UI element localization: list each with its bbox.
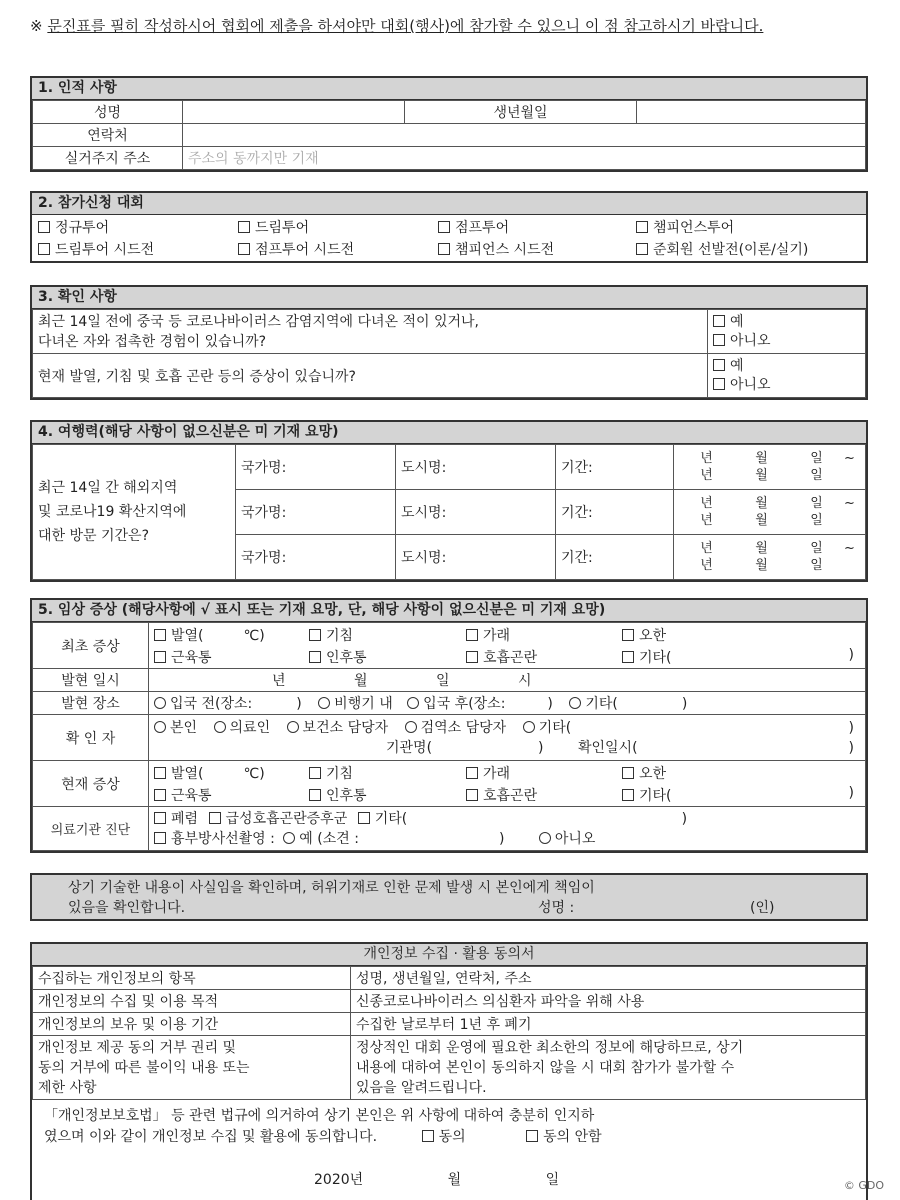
chill-option[interactable]: 오한 (622, 625, 860, 645)
checkbox[interactable] (358, 812, 370, 824)
confirmation-text-2: 있음을 확인합니다. (68, 900, 186, 916)
yes-option[interactable]: 예 (713, 357, 860, 376)
section-check (30, 285, 868, 400)
checkbox[interactable] (309, 651, 321, 663)
option-jump-seed[interactable]: 점프투어 시드전 (238, 239, 438, 259)
checkbox[interactable] (438, 243, 450, 255)
pneumonia-option[interactable]: 폐렴 (154, 811, 198, 827)
country-field[interactable]: 국가명: (236, 535, 396, 580)
fever-option[interactable]: 발열( ℃) (154, 763, 309, 783)
confirmer-health-option[interactable]: 보건소 담당자 (287, 720, 389, 736)
notice-text: 문진표를 필히 작성하시어 협회에 제출을 하셔야만 대회(행사)에 참가할 수 있으니 이 점 참고하시기 바랍니다. (47, 17, 764, 35)
checkbox[interactable] (238, 243, 250, 255)
watermark: © GDO (843, 1179, 884, 1192)
fever-option[interactable]: 발열( ℃) (154, 625, 309, 645)
checkbox[interactable] (38, 243, 50, 255)
section-tournament (30, 191, 868, 263)
period-field[interactable]: 년 월 일 ~ 년 월 일 (674, 490, 866, 535)
radio[interactable] (154, 721, 166, 733)
contact-field[interactable] (183, 124, 866, 147)
notice (30, 14, 870, 38)
question-travel: 최근 14일 전에 중국 등 코로나바이러스 감염지역에 다녀온 적이 있거나, 다녀온 자와 접촉한 경험이 있습니까? (33, 310, 708, 354)
confirmer-medic-option[interactable]: 의료인 (214, 720, 271, 736)
period-label: 기간: (556, 490, 674, 535)
checkbox[interactable] (636, 221, 648, 233)
xray-yes-option[interactable]: 예 (소견 : ) (283, 831, 504, 847)
option-champions-seed[interactable]: 챔피언스 시드전 (438, 239, 636, 259)
section-travel (30, 420, 868, 582)
option-champions-tour[interactable]: 챔피언스투어 (636, 217, 860, 237)
radio[interactable] (539, 832, 551, 844)
radio[interactable] (523, 721, 535, 733)
checkbox[interactable] (422, 1130, 434, 1142)
phlegm-option[interactable]: 가래 (466, 763, 622, 783)
privacy-row-value: 수집한 날로부터 1년 후 폐기 (351, 1013, 866, 1036)
option-jump-tour[interactable]: 점프투어 (438, 217, 636, 237)
signature-label: 성명 : (538, 900, 575, 916)
checkbox[interactable] (622, 789, 634, 801)
other-option[interactable]: 기타( ) (622, 647, 860, 667)
privacy-row-label: 수집하는 개인정보의 항목 (33, 967, 351, 990)
xray-option[interactable]: 흉부방사선촬영 : (154, 831, 275, 847)
confirmer-other-option[interactable]: 기타( (523, 720, 572, 736)
city-field[interactable]: 도시명: (396, 490, 556, 535)
checkbox[interactable] (622, 767, 634, 779)
tournament-options (32, 215, 866, 261)
first-symptom-options (149, 623, 866, 669)
checkbox[interactable] (713, 334, 725, 346)
diagnosis-options: 폐렴 급성호흡곤란증후군 기타( ) 흉부방사선촬영 : 예 (소견 : ) 아니오 (149, 807, 866, 851)
privacy-title: 개인정보 수집 · 활용 동의서 (32, 944, 866, 966)
checkbox[interactable] (154, 789, 166, 801)
radio[interactable] (283, 832, 295, 844)
checkbox[interactable] (154, 629, 166, 641)
privacy-row-value: 신종코로나바이러스 의심환자 파악을 위해 사용 (351, 990, 866, 1013)
agree-option[interactable]: 동의 (422, 1129, 466, 1145)
address-field[interactable]: 주소의 동까지만 기재 (183, 147, 866, 170)
answer-symptom (708, 354, 866, 398)
place-options (149, 692, 866, 715)
place-label: 발현 장소 (33, 692, 149, 715)
section-title: 4. 여행력(해당 사항이 없으신분은 미 기재 요망) (32, 422, 866, 444)
checkbox[interactable] (526, 1130, 538, 1142)
privacy-row-value: 성명, 생년월일, 연락처, 주소 (351, 967, 866, 990)
checkbox[interactable] (622, 651, 634, 663)
checkbox[interactable] (154, 767, 166, 779)
period-label: 기간: (556, 445, 674, 490)
question-symptom: 현재 발열, 기침 및 호흡 곤란 등의 증상이 있습니까? (33, 354, 708, 398)
onset-label: 발현 일시 (33, 669, 149, 692)
period-label: 기간: (556, 535, 674, 580)
checkbox[interactable] (466, 767, 478, 779)
privacy-row-label: 개인정보의 보유 및 이용 기간 (33, 1013, 351, 1036)
confirmer-options: 본인 의료인 보건소 담당자 검역소 담당자 기타( ) 기관명( ) 확인일시( ) (149, 715, 866, 761)
ards-option[interactable]: 급성호흡곤란증후군 (209, 811, 348, 827)
phlegm-option[interactable]: 가래 (466, 625, 622, 645)
checkbox[interactable] (38, 221, 50, 233)
place-after-option[interactable]: 입국 후(장소: ) (407, 696, 553, 712)
section-title: 2. 참가신청 대회 (32, 193, 866, 215)
xray-no-option[interactable]: 아니오 (539, 831, 596, 847)
checkbox[interactable] (309, 767, 321, 779)
option-associate-selection[interactable]: 준회원 선발전(이론/실기) (636, 239, 860, 259)
muscle-option[interactable]: 근육통 (154, 785, 309, 805)
current-symptom-label: 현재 증상 (33, 761, 149, 807)
place-other-option[interactable]: 기타( ) (569, 696, 687, 712)
checkbox[interactable] (309, 789, 321, 801)
checkbox[interactable] (713, 378, 725, 390)
place-before-option[interactable]: 입국 전(장소: ) (154, 696, 302, 712)
period-field[interactable]: 년 월 일 ~ 년 월 일 (674, 535, 866, 580)
checkbox[interactable] (713, 359, 725, 371)
section-title: 1. 인적 사항 (32, 78, 866, 100)
notice-mark: ※ (30, 17, 43, 35)
other-option[interactable]: 기타( ) (622, 785, 860, 805)
checkbox[interactable] (438, 221, 450, 233)
no-option[interactable]: 아니오 (713, 332, 860, 351)
checkbox[interactable] (238, 221, 250, 233)
onset-field[interactable]: 년 월 일 시 (149, 669, 866, 692)
checkbox[interactable] (209, 812, 221, 824)
refusal-value: 정상적인 대회 운영에 필요한 최소한의 정보에 해당하므로, 상기 내용에 대하여 본인이 동의하지 않을 시 대회 참가가 불가할 수 있음을 알려드립니다. (351, 1036, 866, 1100)
country-field[interactable]: 국가명: (236, 445, 396, 490)
current-symptom-options (149, 761, 866, 807)
cough-option[interactable]: 기침 (309, 625, 466, 645)
city-field[interactable]: 도시명: (396, 445, 556, 490)
confirmer-self-option[interactable]: 본인 (154, 720, 197, 736)
first-symptom-label: 최초 증상 (33, 623, 149, 669)
confirmation-box (30, 873, 868, 921)
option-dream-seed[interactable]: 드림투어 시드전 (38, 239, 238, 259)
no-option[interactable]: 아니오 (713, 376, 860, 395)
refusal-label: 개인정보 제공 동의 거부 권리 및 동의 거부에 따른 불이익 내용 또는 제한 사항 (33, 1036, 351, 1100)
checkbox[interactable] (636, 243, 648, 255)
radio[interactable] (405, 721, 417, 733)
cough-option[interactable]: 기침 (309, 763, 466, 783)
checkbox[interactable] (466, 789, 478, 801)
section-title: 5. 임상 증상 (해당사항에 √ 표시 또는 기재 요망, 단, 해당 사항이 없으신분은 미 기재 요망) (32, 600, 866, 622)
contact-label: 연락처 (33, 124, 183, 147)
radio[interactable] (569, 697, 581, 709)
checkbox[interactable] (154, 651, 166, 663)
section-title: 3. 확인 사항 (32, 287, 866, 309)
disagree-option[interactable]: 동의 안함 (526, 1129, 602, 1145)
throat-option[interactable]: 인후통 (309, 647, 466, 667)
breath-option[interactable]: 호흡곤란 (466, 647, 622, 667)
radio[interactable] (407, 697, 419, 709)
city-field[interactable]: 도시명: (396, 535, 556, 580)
breath-option[interactable]: 호흡곤란 (466, 785, 622, 805)
section-personal (30, 76, 868, 172)
birth-field[interactable] (637, 101, 866, 124)
diagnosis-label: 의료기관 진단 (33, 807, 149, 851)
checkbox[interactable] (154, 812, 166, 824)
section-symptoms (30, 598, 868, 853)
consent-statement: 「개인정보보호법」 등 관련 법규에 의거하여 상기 본인은 위 사항에 대하여 충분히 인지하 였으며 이와 같이 개인정보 수집 및 활용에 동의합니다. 동의 동의 안함 2020년 월 일 (32, 1100, 866, 1197)
place-plane-option[interactable]: 비행기 내 (318, 696, 393, 712)
checkbox[interactable] (466, 651, 478, 663)
radio[interactable] (287, 721, 299, 733)
diag-other-option[interactable]: 기타( (358, 811, 408, 827)
radio[interactable] (154, 697, 166, 709)
radio[interactable] (318, 697, 330, 709)
confirmation-text: 상기 기술한 내용이 사실임을 확인하며, 허위기재로 인한 문제 발생 시 본인에게 책임이 (68, 880, 595, 896)
checkbox[interactable] (309, 629, 321, 641)
address-label: 실거주지 주소 (33, 147, 183, 170)
answer-travel (708, 310, 866, 354)
muscle-option[interactable]: 근육통 (154, 647, 309, 667)
seal-label[interactable]: (인) (750, 900, 775, 916)
option-dream-tour[interactable]: 드림투어 (238, 217, 438, 237)
birth-label: 생년월일 (405, 101, 637, 124)
org-field[interactable]: 기관명( ) (386, 739, 544, 756)
section-privacy (30, 942, 868, 1200)
confirmer-label: 확 인 자 (33, 715, 149, 761)
radio[interactable] (214, 721, 226, 733)
country-field[interactable]: 국가명: (236, 490, 396, 535)
name-label: 성명 (33, 101, 183, 124)
consent-date[interactable]: 2020년 월 일 (314, 1172, 560, 1188)
chill-option[interactable]: 오한 (622, 763, 860, 783)
confirmer-quarantine-option[interactable]: 검역소 담당자 (405, 720, 507, 736)
name-field[interactable] (183, 101, 405, 124)
checkbox[interactable] (622, 629, 634, 641)
yes-option[interactable]: 예 (713, 313, 860, 332)
period-field[interactable]: 년 월 일 ~ 년 월 일 (674, 445, 866, 490)
confirm-date-field[interactable]: 확인일시( (577, 739, 638, 756)
checkbox[interactable] (154, 832, 166, 844)
throat-option[interactable]: 인후통 (309, 785, 466, 805)
checkbox[interactable] (713, 315, 725, 327)
checkbox[interactable] (466, 629, 478, 641)
travel-question: 최근 14일 간 해외지역 및 코로나19 확산지역에 대한 방문 기간은? (33, 445, 236, 580)
option-regular-tour[interactable]: 정규투어 (38, 217, 238, 237)
privacy-row-label: 개인정보의 수집 및 이용 목적 (33, 990, 351, 1013)
